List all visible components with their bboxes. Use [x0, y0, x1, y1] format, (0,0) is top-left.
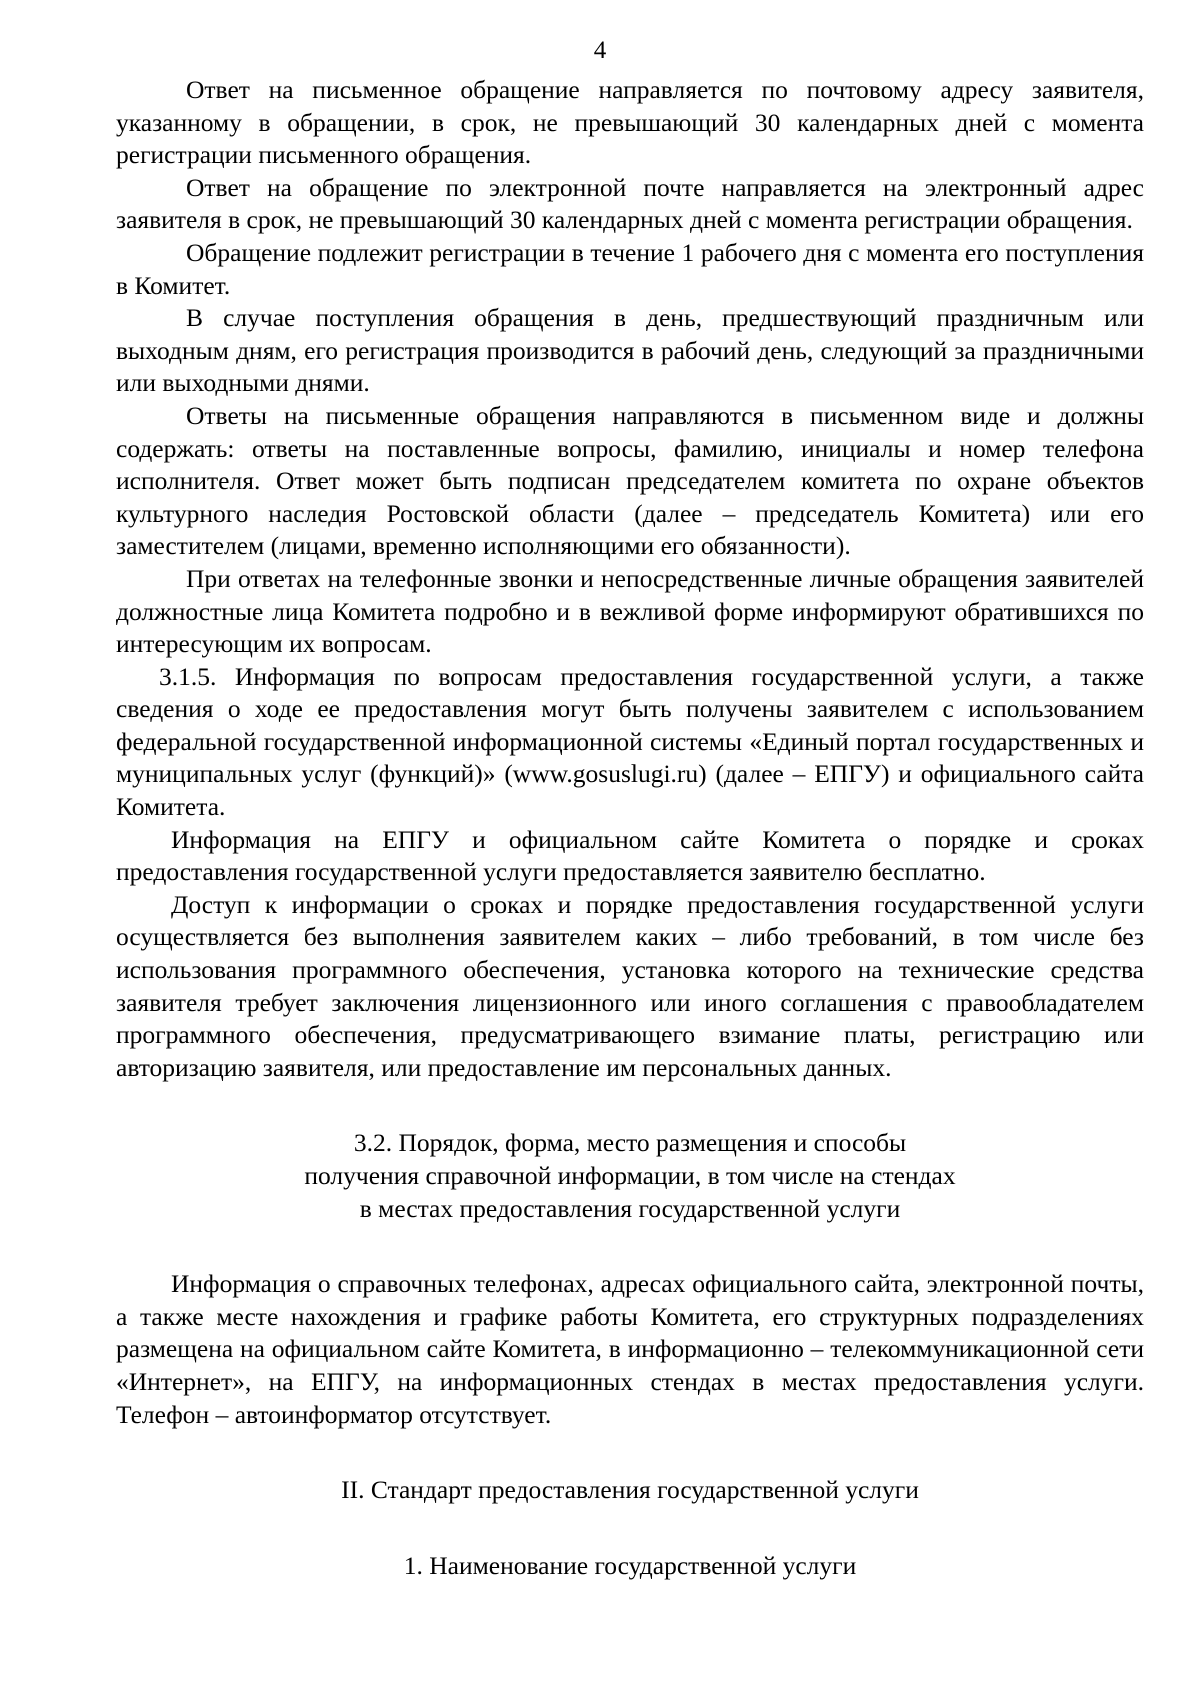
- subsection-title: 1. Наименование государственной услуги: [403, 1550, 857, 1580]
- paragraph-phone-reply: При ответах на телефонные звонки и непосредственные личные обращения заявителей должностные лица Комитета подробно и в вежливой форме информируют обратившихся по интересующим их вопросам.: [116, 563, 1144, 659]
- section-heading-3-2: [116, 1127, 1144, 1225]
- paragraph-epgu-info: Информация на ЕПГУ и официальном сайте Комитета о порядке и сроках предоставления государственной услуги предоставляется заявителю бесплатно.: [116, 824, 1144, 887]
- part-title: II. Стандарт предоставления государственной услуги: [341, 1475, 919, 1505]
- paragraph-reply-content: Ответы на письменные обращения направляются в письменном виде и должны содержать: ответы на поставленные вопросы, фамилию, инициалы и номер телефона исполнителя. Ответ может быть подписан председателем комитета по охране объектов культурного наследия Ростовской области (далее – председатель Комитета) или его заместителем (лицами, временно исполняющими его обязанности).: [116, 400, 1144, 561]
- document-body: [116, 74, 1144, 1582]
- paragraph-3-1-5: 3.1.5. Информация по вопросам предоставления государственной услуги, а также сведения о ходе ее предоставления могут быть получены заявителем с использованием федеральной государственной информационной системы «Единый портал государственных и муниципальных услуг (функций)» (www.gosuslugi.ru) (далее – ЕПГУ) и официального сайта Комитета.: [116, 661, 1144, 822]
- paragraph-registration: Обращение подлежит регистрации в течение 1 рабочего дня с момента его поступления в Комитет.: [116, 237, 1144, 300]
- paragraph-access-info: Доступ к информации о сроках и порядке предоставления государственной услуги осуществляется без выполнения заявителем каких – либо требований, в том числе без использования программного обеспечения, установка которого на технические средства заявителя требует заключения лицензионного или иного соглашения с правообладателем программного обеспечения, предусматривающего взимание платы, регистрацию или авторизацию заявителя, или предоставление им персональных данных.: [116, 889, 1144, 1082]
- paragraph-email-reply: Ответ на обращение по электронной почте направляется на электронный адрес заявителя в срок, не превышающий 30 календарных дней с момента регистрации обращения.: [116, 172, 1144, 235]
- page-number: 4: [593, 37, 607, 64]
- section-heading-line: получения справочной информации, в том числе на стендах: [304, 1161, 956, 1190]
- section-heading-line: 3.2. Порядок, форма, место размещения и способы: [353, 1128, 907, 1158]
- paragraph-reference-info: Информация о справочных телефонах, адресах официального сайта, электронной почты, а также месте нахождения и графике работы Комитета, его структурных подразделениях размещена на официальном сайте Комитета, в информационно – телекоммуникационной сети «Интернет», на ЕПГУ, на информационных стендах в местах предоставления услуги. Телефон – автоинформатор отсутствует.: [116, 1269, 1144, 1429]
- paragraph-holiday-registration: В случае поступления обращения в день, предшествующий праздничным или выходным дням, его регистрация производится в рабочий день, следующий за праздничными или выходными днями.: [116, 303, 1144, 398]
- paragraph-written-reply: Ответ на письменное обращение направляется по почтовому адресу заявителя, указанному в обращении, в срок, не превышающий 30 календарных дней с момента регистрации письменного обращения.: [116, 75, 1144, 170]
- section-heading-line: в местах предоставления государственной услуги: [359, 1193, 901, 1223]
